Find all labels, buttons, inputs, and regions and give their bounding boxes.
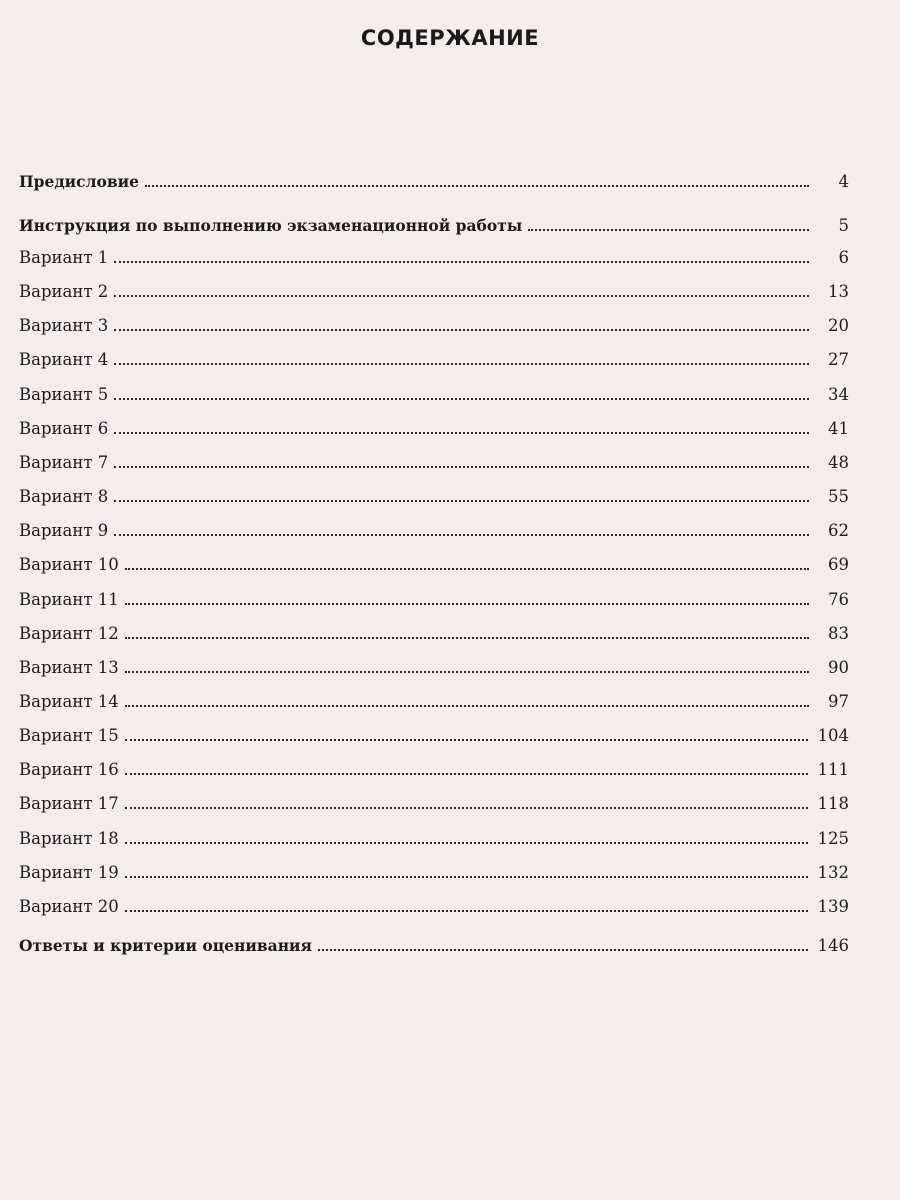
toc-entry-label: Вариант 13: [19, 658, 119, 677]
toc-entry-page-number: 76: [828, 590, 849, 609]
dot-leader: [125, 705, 809, 707]
toc-entry-label: Ответы и критерии оценивания: [19, 936, 312, 955]
toc-entry-page-number: 13: [828, 282, 849, 301]
toc-entry: [19, 616, 849, 644]
toc-entry-label: Вариант 8: [19, 487, 109, 506]
dot-leader: [114, 534, 809, 536]
toc-entry: [19, 582, 849, 610]
toc-entry-label: Вариант 9: [19, 521, 109, 540]
dot-leader: [125, 603, 809, 605]
dot-leader: [114, 432, 809, 434]
toc-entry-label: Вариант 4: [19, 350, 109, 369]
toc-entry-page-number: 132: [817, 863, 849, 882]
toc-entry-page-number: 41: [828, 419, 849, 438]
toc-entry-page-number: 5: [838, 216, 849, 235]
toc-entry-label: Вариант 15: [19, 726, 119, 745]
toc-entry: [19, 240, 849, 268]
dot-leader: [125, 910, 808, 912]
dot-leader: [125, 876, 808, 878]
toc-entry-page-number: 48: [828, 453, 849, 472]
dot-leader: [125, 807, 808, 809]
toc-entry: [19, 855, 849, 883]
toc-entry-page-number: 104: [817, 726, 849, 745]
dot-leader: [114, 398, 809, 400]
toc-entry-page-number: 20: [828, 316, 849, 335]
toc-entry: [19, 752, 849, 780]
dot-leader: [114, 363, 809, 365]
dot-leader: [318, 949, 808, 951]
toc-entry-page-number: 83: [828, 624, 849, 643]
toc-entry: [19, 650, 849, 678]
toc-entry: [19, 479, 849, 507]
toc-entry-label: Вариант 11: [19, 590, 119, 609]
toc-entry: [19, 547, 849, 575]
toc-entry-label: Вариант 6: [19, 419, 109, 438]
toc-entry: [19, 308, 849, 336]
dot-leader: [125, 671, 809, 673]
toc-entry-page-number: 139: [817, 897, 849, 916]
dot-leader: [125, 773, 808, 775]
toc-entry-label: Вариант 12: [19, 624, 119, 643]
page-title: СОДЕРЖАНИЕ: [360, 26, 540, 50]
dot-leader: [114, 261, 809, 263]
toc-entry-label: Вариант 18: [19, 829, 119, 848]
dot-leader: [125, 842, 808, 844]
toc-entry: [19, 786, 849, 814]
toc-entry-label: Вариант 3: [19, 316, 109, 335]
toc-entry-label: Вариант 14: [19, 692, 119, 711]
toc-entry: [19, 821, 849, 849]
dot-leader: [145, 185, 809, 187]
dot-leader: [125, 739, 808, 741]
toc-entry-page-number: 69: [828, 555, 849, 574]
toc-entry-page-number: 90: [828, 658, 849, 677]
toc-entry-page-number: 34: [828, 385, 849, 404]
toc-entry-page-number: 62: [828, 521, 849, 540]
toc-entry-page-number: 146: [817, 936, 849, 955]
toc-entry-label: Вариант 5: [19, 385, 109, 404]
toc-entry-label: Вариант 17: [19, 794, 119, 813]
toc-entry: [19, 684, 849, 712]
dot-leader: [125, 637, 809, 639]
dot-leader: [528, 229, 809, 231]
toc-entry-label: Вариант 10: [19, 555, 119, 574]
toc-entry: [19, 718, 849, 746]
toc-entry-label: Вариант 19: [19, 863, 119, 882]
toc-entry: [19, 342, 849, 370]
toc-entry-page-number: 97: [828, 692, 849, 711]
toc-entry-page-number: 4: [838, 172, 849, 191]
toc-entry-page-number: 55: [828, 487, 849, 506]
toc-entry: [19, 377, 849, 405]
dot-leader: [114, 329, 809, 331]
toc-entry: [19, 208, 849, 236]
toc-entry-label: Вариант 7: [19, 453, 109, 472]
toc-entry: [19, 445, 849, 473]
toc-entry-label: Вариант 16: [19, 760, 119, 779]
dot-leader: [114, 295, 809, 297]
toc-entry-page-number: 6: [838, 248, 849, 267]
toc-entry: [19, 411, 849, 439]
dot-leader: [114, 466, 809, 468]
toc-entry-page-number: 27: [828, 350, 849, 369]
toc-entry-label: Инструкция по выполнению экзаменационной работы: [19, 216, 523, 235]
dot-leader: [114, 500, 809, 502]
toc-entry-label: Вариант 1: [19, 248, 109, 267]
toc-entry: [19, 274, 849, 302]
toc-entry-page-number: 111: [817, 760, 849, 779]
toc-entry: [19, 513, 849, 541]
toc-entry-label: Вариант 20: [19, 897, 119, 916]
toc-entry: [19, 889, 849, 917]
toc-entry-label: Предисловие: [19, 172, 139, 191]
toc-entry-page-number: 118: [817, 794, 849, 813]
toc-entry: [19, 928, 849, 956]
toc-entry: [19, 164, 849, 192]
dot-leader: [125, 568, 809, 570]
toc-entry-page-number: 125: [817, 829, 849, 848]
toc-entry-label: Вариант 2: [19, 282, 109, 301]
